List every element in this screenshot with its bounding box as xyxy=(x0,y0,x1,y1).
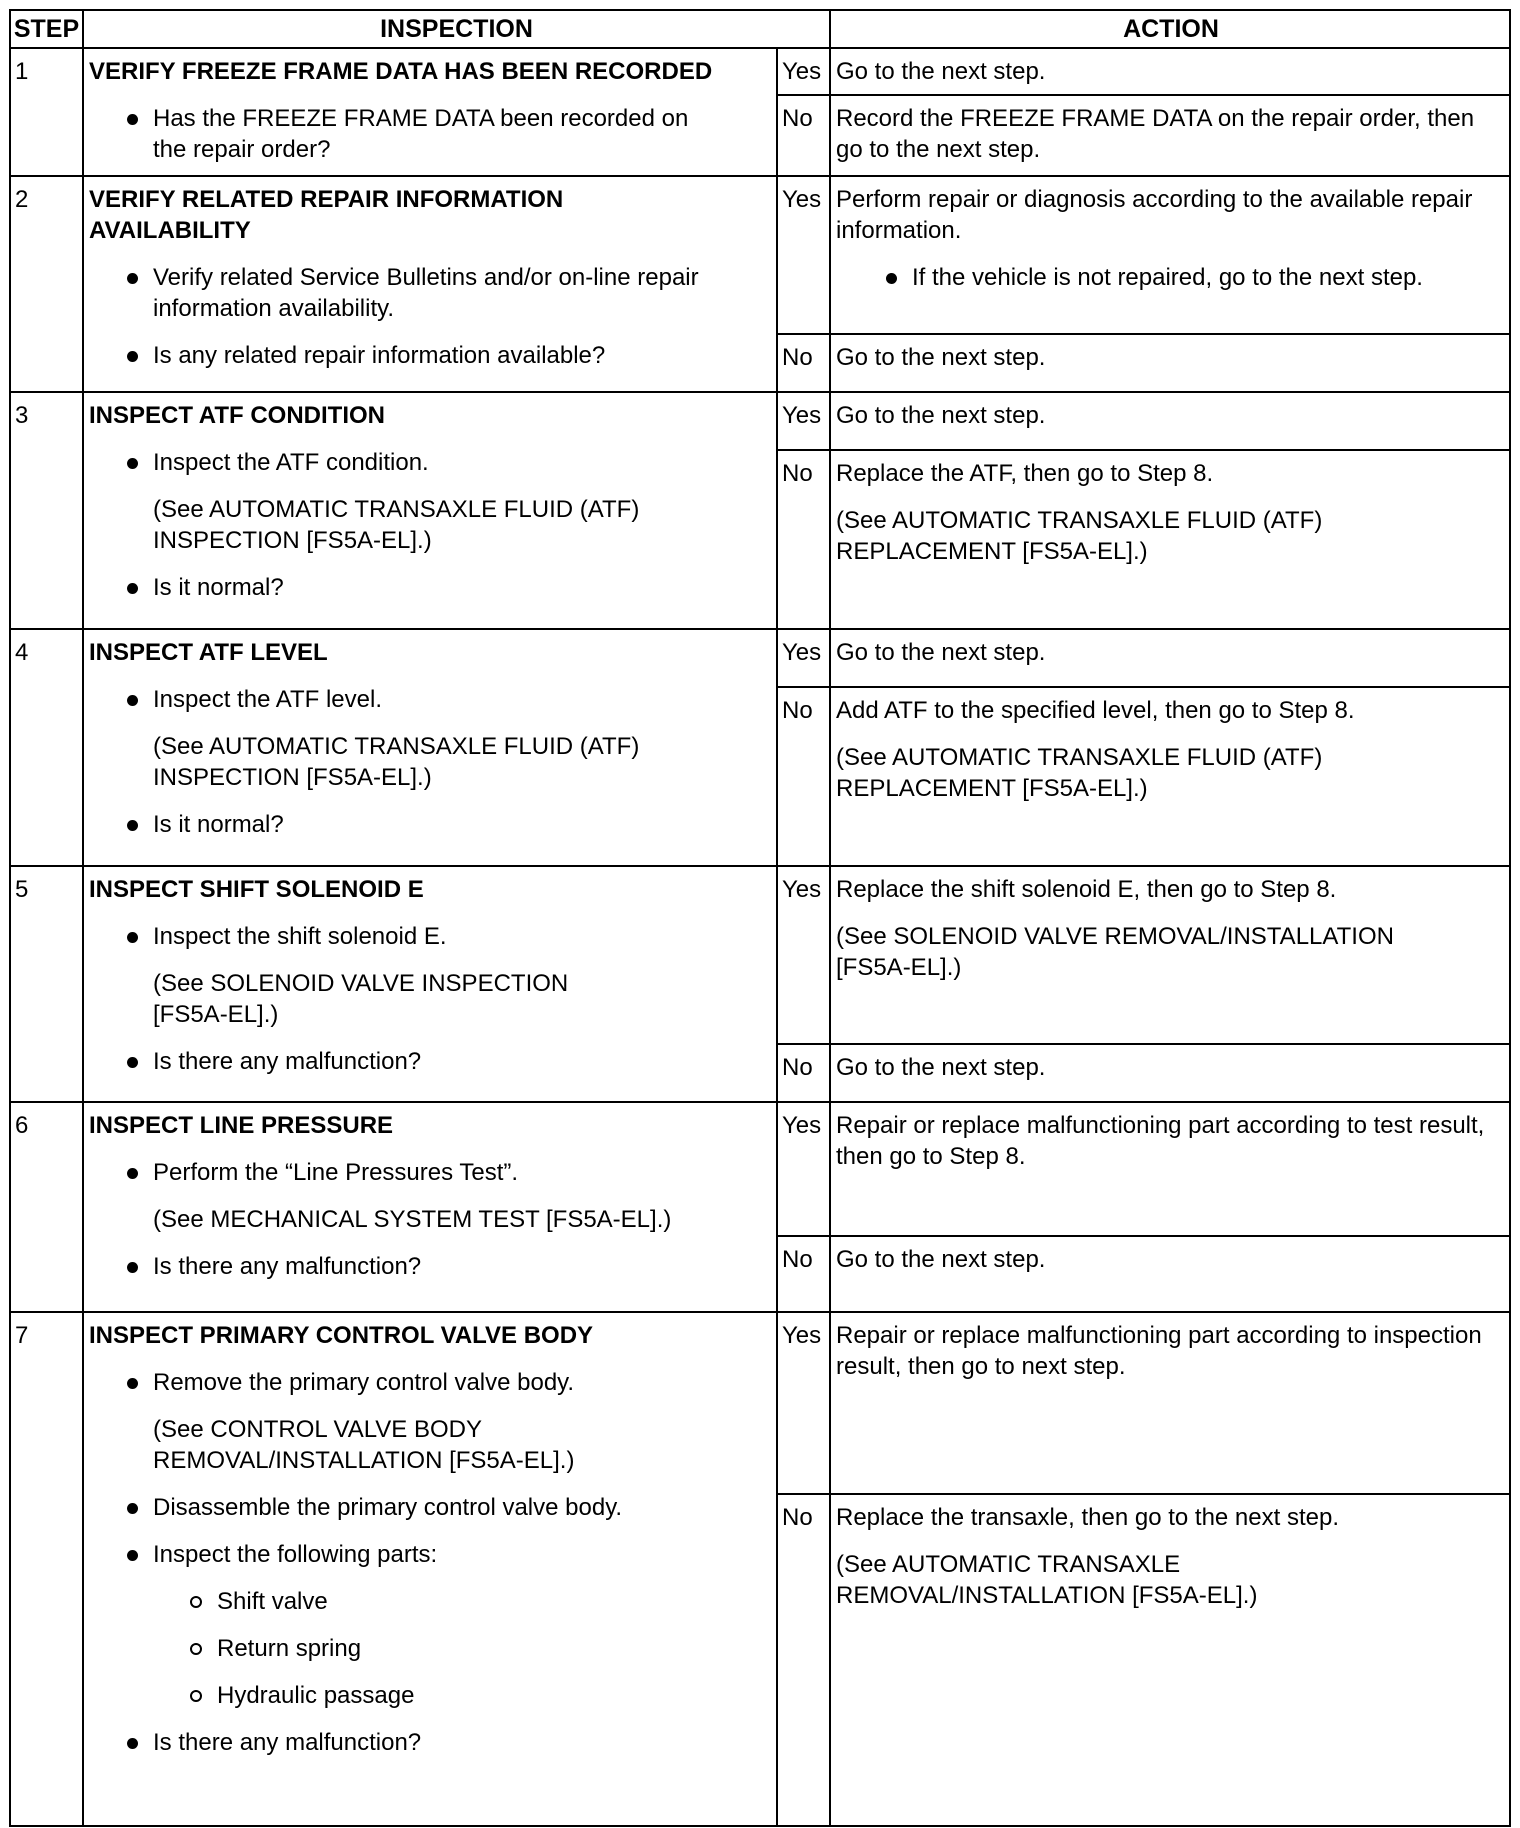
inspection-cell xyxy=(82,865,776,1101)
no-action-text: Go to the next step. xyxy=(836,344,1046,371)
yes-action-text: Repair or replace malfunctioning part according to inspection xyxy=(836,1322,1482,1349)
yes-action-text: then go to Step 8. xyxy=(836,1143,1026,1170)
reference-note: (See AUTOMATIC TRANSAXLE FLUID (ATF) xyxy=(836,507,1323,534)
no-action-cell xyxy=(829,1235,1511,1311)
bullet-icon xyxy=(127,458,138,469)
bullet-icon xyxy=(886,273,897,284)
inspection-item: Return spring xyxy=(217,1635,362,1662)
yes-label-cell xyxy=(776,175,829,333)
yes-action-text: Perform repair or diagnosis according to the available repair xyxy=(836,186,1473,213)
bullet-icon xyxy=(127,351,138,362)
no-label-cell xyxy=(776,1235,829,1311)
bullet-icon xyxy=(127,1738,138,1749)
step-number: 6 xyxy=(15,1112,29,1139)
reference-note: (See AUTOMATIC TRANSAXLE xyxy=(836,1551,1181,1578)
bullet-icon xyxy=(127,273,138,284)
inspection-item: Is it normal? xyxy=(153,811,284,838)
yes-label: Yes xyxy=(782,186,822,213)
step-number-cell xyxy=(9,1311,82,1827)
bullet-icon xyxy=(127,695,138,706)
step-title: VERIFY RELATED REPAIR INFORMATION xyxy=(89,186,564,213)
yes-action-text: information. xyxy=(836,217,962,244)
inspection-item: Shift valve xyxy=(217,1588,328,1615)
reference-note: (See CONTROL VALVE BODY xyxy=(153,1416,482,1443)
inspection-item: Perform the “Line Pressures Test”. xyxy=(153,1159,519,1186)
yes-label: Yes xyxy=(782,639,822,666)
no-action-text: Go to the next step. xyxy=(836,1054,1046,1081)
hollow-bullet-icon xyxy=(190,1690,202,1702)
yes-action-cell xyxy=(829,865,1511,1043)
inspection-item: Is there any malfunction? xyxy=(153,1729,422,1756)
inspection-item: Inspect the shift solenoid E. xyxy=(153,923,447,950)
inspection-item: Remove the primary control valve body. xyxy=(153,1369,575,1396)
reference-note: REPLACEMENT [FS5A-EL].) xyxy=(836,775,1148,802)
reference-note: [FS5A-EL].) xyxy=(153,1001,279,1028)
yes-action-text: Go to the next step. xyxy=(836,639,1046,666)
inspection-item: Hydraulic passage xyxy=(217,1682,415,1709)
reference-note: (See AUTOMATIC TRANSAXLE FLUID (ATF) xyxy=(153,733,640,760)
reference-note: REMOVAL/INSTALLATION [FS5A-EL].) xyxy=(153,1447,575,1474)
inspection-cell xyxy=(82,1101,776,1311)
bullet-icon xyxy=(127,1262,138,1273)
yes-action-cell xyxy=(829,391,1511,449)
diagnostic-procedure-table xyxy=(9,9,1511,1827)
yes-label-cell xyxy=(776,865,829,1043)
no-action-cell xyxy=(829,94,1511,175)
step-title: INSPECT LINE PRESSURE xyxy=(89,1112,394,1139)
inspection-item: Inspect the ATF condition. xyxy=(153,449,429,476)
yes-label-cell xyxy=(776,628,829,686)
reference-note: REPLACEMENT [FS5A-EL].) xyxy=(836,538,1148,565)
yes-action-cell xyxy=(829,628,1511,686)
yes-action-text: Replace the shift solenoid E, then go to Step 8. xyxy=(836,876,1337,903)
bullet-icon xyxy=(127,820,138,831)
yes-label: Yes xyxy=(782,402,822,429)
bullet-icon xyxy=(127,114,138,125)
inspection-item: Inspect the following parts: xyxy=(153,1541,438,1568)
inspection-item: the repair order? xyxy=(153,136,331,163)
inspection-cell xyxy=(82,175,776,391)
no-label: No xyxy=(782,1246,813,1273)
no-label-cell xyxy=(776,94,829,175)
step-number-cell xyxy=(9,47,82,175)
step-title: AVAILABILITY xyxy=(89,217,251,244)
inspection-item: Is any related repair information available? xyxy=(153,342,606,369)
no-label: No xyxy=(782,460,813,487)
yes-label-cell xyxy=(776,1101,829,1235)
no-action-text: Record the FREEZE FRAME DATA on the repair order, then xyxy=(836,105,1475,132)
bullet-icon xyxy=(127,1378,138,1389)
no-label: No xyxy=(782,1504,813,1531)
inspection-cell xyxy=(82,47,776,175)
reference-note: (See MECHANICAL SYSTEM TEST [FS5A-EL].) xyxy=(153,1206,672,1233)
header-inspection: INSPECTION xyxy=(82,9,829,47)
inspection-item: information availability. xyxy=(153,295,394,322)
step-number-cell xyxy=(9,175,82,391)
header-action: ACTION xyxy=(829,9,1511,47)
step-title: INSPECT SHIFT SOLENOID E xyxy=(89,876,424,903)
yes-label: Yes xyxy=(782,1112,822,1139)
step-title: INSPECT ATF LEVEL xyxy=(89,639,328,666)
header-step: STEP xyxy=(9,9,82,47)
no-action-text: Replace the transaxle, then go to the next step. xyxy=(836,1504,1339,1531)
no-action-text: go to the next step. xyxy=(836,136,1041,163)
yes-action-text: Go to the next step. xyxy=(836,402,1046,429)
inspection-item: Verify related Service Bulletins and/or on-line repair xyxy=(153,264,699,291)
reference-note: INSPECTION [FS5A-EL].) xyxy=(153,764,432,791)
step-number: 1 xyxy=(15,58,29,85)
inspection-item: Is there any malfunction? xyxy=(153,1253,422,1280)
step-number-cell xyxy=(9,391,82,628)
step-title: INSPECT PRIMARY CONTROL VALVE BODY xyxy=(89,1322,594,1349)
yes-action-cell xyxy=(829,1311,1511,1493)
no-action-cell xyxy=(829,686,1511,865)
reference-note: (See AUTOMATIC TRANSAXLE FLUID (ATF) xyxy=(153,496,640,523)
no-label-cell xyxy=(776,1493,829,1827)
bullet-icon xyxy=(127,1168,138,1179)
bullet-icon xyxy=(127,932,138,943)
step-number: 5 xyxy=(15,876,29,903)
no-action-cell xyxy=(829,1493,1511,1827)
bullet-icon xyxy=(127,583,138,594)
bullet-icon xyxy=(127,1550,138,1561)
hollow-bullet-icon xyxy=(190,1596,202,1608)
step-number: 2 xyxy=(15,186,29,213)
inspection-cell xyxy=(82,628,776,865)
no-label-cell xyxy=(776,686,829,865)
no-action-text: Add ATF to the specified level, then go to Step 8. xyxy=(836,697,1355,724)
yes-action-text: Go to the next step. xyxy=(836,58,1046,85)
bullet-icon xyxy=(127,1503,138,1514)
reference-note: REMOVAL/INSTALLATION [FS5A-EL].) xyxy=(836,1582,1258,1609)
reference-note: (See SOLENOID VALVE REMOVAL/INSTALLATION xyxy=(836,923,1394,950)
reference-note: [FS5A-EL].) xyxy=(836,954,962,981)
hollow-bullet-icon xyxy=(190,1643,202,1655)
yes-label-cell xyxy=(776,47,829,94)
yes-action-bullet: If the vehicle is not repaired, go to the next step. xyxy=(912,264,1423,291)
no-action-cell xyxy=(829,1043,1511,1101)
no-label: No xyxy=(782,105,813,132)
yes-action-text: Repair or replace malfunctioning part according to test result, xyxy=(836,1112,1485,1139)
inspection-cell xyxy=(82,1311,776,1827)
inspection-item: Disassemble the primary control valve body. xyxy=(153,1494,623,1521)
yes-action-text: result, then go to next step. xyxy=(836,1353,1126,1380)
yes-action-cell xyxy=(829,47,1511,94)
step-number-cell xyxy=(9,865,82,1101)
inspection-cell xyxy=(82,391,776,628)
step-number-cell xyxy=(9,628,82,865)
no-label-cell xyxy=(776,1043,829,1101)
step-number: 7 xyxy=(15,1322,29,1349)
no-label: No xyxy=(782,1054,813,1081)
step-number: 3 xyxy=(15,402,29,429)
yes-label-cell xyxy=(776,1311,829,1493)
no-label-cell xyxy=(776,333,829,391)
yes-action-cell xyxy=(829,1101,1511,1235)
no-action-text: Replace the ATF, then go to Step 8. xyxy=(836,460,1214,487)
step-number-cell xyxy=(9,1101,82,1311)
yes-label-cell xyxy=(776,391,829,449)
bullet-icon xyxy=(127,1057,138,1068)
no-action-text: Go to the next step. xyxy=(836,1246,1046,1273)
step-title: VERIFY FREEZE FRAME DATA HAS BEEN RECORDED xyxy=(89,58,713,85)
reference-note: (See AUTOMATIC TRANSAXLE FLUID (ATF) xyxy=(836,744,1323,771)
reference-note: (See SOLENOID VALVE INSPECTION xyxy=(153,970,569,997)
yes-label: Yes xyxy=(782,58,822,85)
yes-action-cell xyxy=(829,175,1511,333)
no-label-cell xyxy=(776,449,829,628)
inspection-item: Has the FREEZE FRAME DATA been recorded on xyxy=(153,105,689,132)
reference-note: INSPECTION [FS5A-EL].) xyxy=(153,527,432,554)
inspection-item: Is it normal? xyxy=(153,574,284,601)
step-number: 4 xyxy=(15,639,29,666)
no-action-cell xyxy=(829,449,1511,628)
inspection-item: Inspect the ATF level. xyxy=(153,686,382,713)
no-label: No xyxy=(782,344,813,371)
yes-label: Yes xyxy=(782,876,822,903)
yes-label: Yes xyxy=(782,1322,822,1349)
step-title: INSPECT ATF CONDITION xyxy=(89,402,385,429)
inspection-item: Is there any malfunction? xyxy=(153,1048,422,1075)
no-label: No xyxy=(782,697,813,724)
no-action-cell xyxy=(829,333,1511,391)
